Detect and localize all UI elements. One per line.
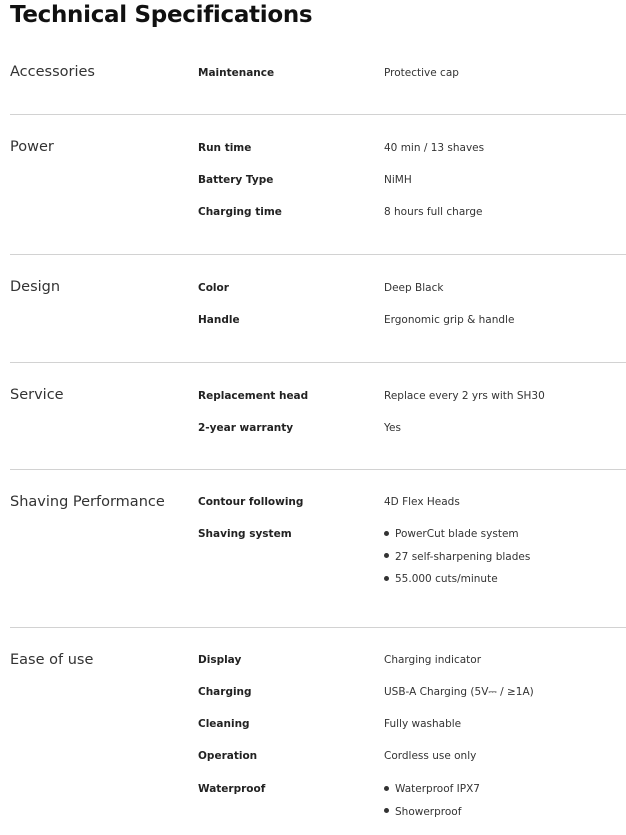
bullet-list bbox=[384, 525, 530, 593]
section-divider bbox=[10, 469, 626, 470]
spec-row bbox=[10, 419, 626, 439]
spec-label: Replacement head bbox=[198, 390, 309, 402]
bullet-icon bbox=[384, 808, 389, 813]
spec-label: Maintenance bbox=[198, 67, 275, 79]
list-item bbox=[384, 570, 530, 593]
spec-value: Cordless use only bbox=[384, 750, 477, 762]
spec-value: Charging indicator bbox=[384, 654, 482, 666]
bullet-list bbox=[384, 780, 480, 825]
bullet-text: Waterproof IPX7 bbox=[395, 783, 480, 795]
bullet-icon bbox=[384, 553, 389, 558]
spec-value: Fully washable bbox=[384, 718, 462, 730]
spec-value: NiMH bbox=[384, 174, 412, 186]
bullet-text: Showerproof bbox=[395, 805, 462, 818]
spec-row bbox=[10, 683, 626, 703]
bullet-text: 55.000 cuts/minute bbox=[395, 573, 498, 585]
spec-label: Battery Type bbox=[198, 174, 274, 186]
section-title: Power bbox=[10, 139, 54, 155]
spec-row bbox=[10, 387, 626, 407]
section-title: Accessories bbox=[10, 64, 95, 80]
page-title: Technical Specifications bbox=[10, 2, 313, 28]
spec-label: Charging bbox=[198, 686, 252, 698]
spec-row bbox=[10, 139, 626, 159]
spec-label: Cleaning bbox=[198, 718, 250, 730]
section-divider bbox=[10, 362, 626, 363]
list-item bbox=[384, 780, 480, 803]
spec-row bbox=[10, 203, 626, 223]
spec-value: USB-A Charging (5V⎓ / ≥1A) bbox=[384, 686, 534, 698]
spec-label: Shaving system bbox=[198, 528, 292, 540]
spec-value: Ergonomic grip & handle bbox=[384, 314, 515, 326]
spec-row bbox=[10, 651, 626, 671]
spec-label: Charging time bbox=[198, 206, 282, 218]
spec-label: Operation bbox=[198, 750, 258, 762]
spec-label: Waterproof bbox=[198, 783, 266, 795]
spec-value: 40 min / 13 shaves bbox=[384, 142, 485, 154]
spec-row bbox=[10, 525, 626, 585]
spec-row bbox=[10, 171, 626, 191]
section-title: Service bbox=[10, 387, 64, 403]
spec-value: Protective cap bbox=[384, 67, 459, 79]
spec-value: Deep Black bbox=[384, 282, 444, 294]
spec-row bbox=[10, 715, 626, 735]
section-divider bbox=[10, 254, 626, 255]
spec-row bbox=[10, 279, 626, 299]
spec-label: 2-year warranty bbox=[198, 422, 294, 434]
spec-value: 8 hours full charge bbox=[384, 206, 483, 218]
spec-value: 4D Flex Heads bbox=[384, 496, 460, 508]
section-title: Ease of use bbox=[10, 652, 94, 668]
bullet-icon bbox=[384, 531, 389, 536]
section-divider bbox=[10, 114, 626, 115]
spec-row bbox=[10, 780, 626, 818]
section-title: Design bbox=[10, 279, 61, 295]
spec-value: Replace every 2 yrs with SH30 bbox=[384, 390, 545, 402]
spec-row bbox=[10, 493, 626, 513]
spec-label: Contour following bbox=[198, 496, 304, 508]
spec-label: Run time bbox=[198, 142, 252, 154]
spec-label: Handle bbox=[198, 314, 240, 326]
bullet-icon bbox=[384, 786, 389, 791]
spec-row bbox=[10, 64, 626, 84]
bullet-text: PowerCut blade system bbox=[395, 528, 519, 540]
spec-label: Color bbox=[198, 282, 229, 294]
spec-value: Yes bbox=[384, 422, 401, 434]
bullet-icon bbox=[384, 576, 389, 581]
section-title: Shaving Performance bbox=[10, 494, 165, 510]
list-item bbox=[384, 803, 480, 826]
list-item bbox=[384, 548, 530, 571]
spec-label: Display bbox=[198, 654, 242, 666]
spec-row bbox=[10, 311, 626, 331]
list-item bbox=[384, 525, 530, 548]
spec-row bbox=[10, 747, 626, 767]
bullet-text: 27 self-sharpening blades bbox=[395, 550, 531, 563]
section-divider bbox=[10, 627, 626, 628]
